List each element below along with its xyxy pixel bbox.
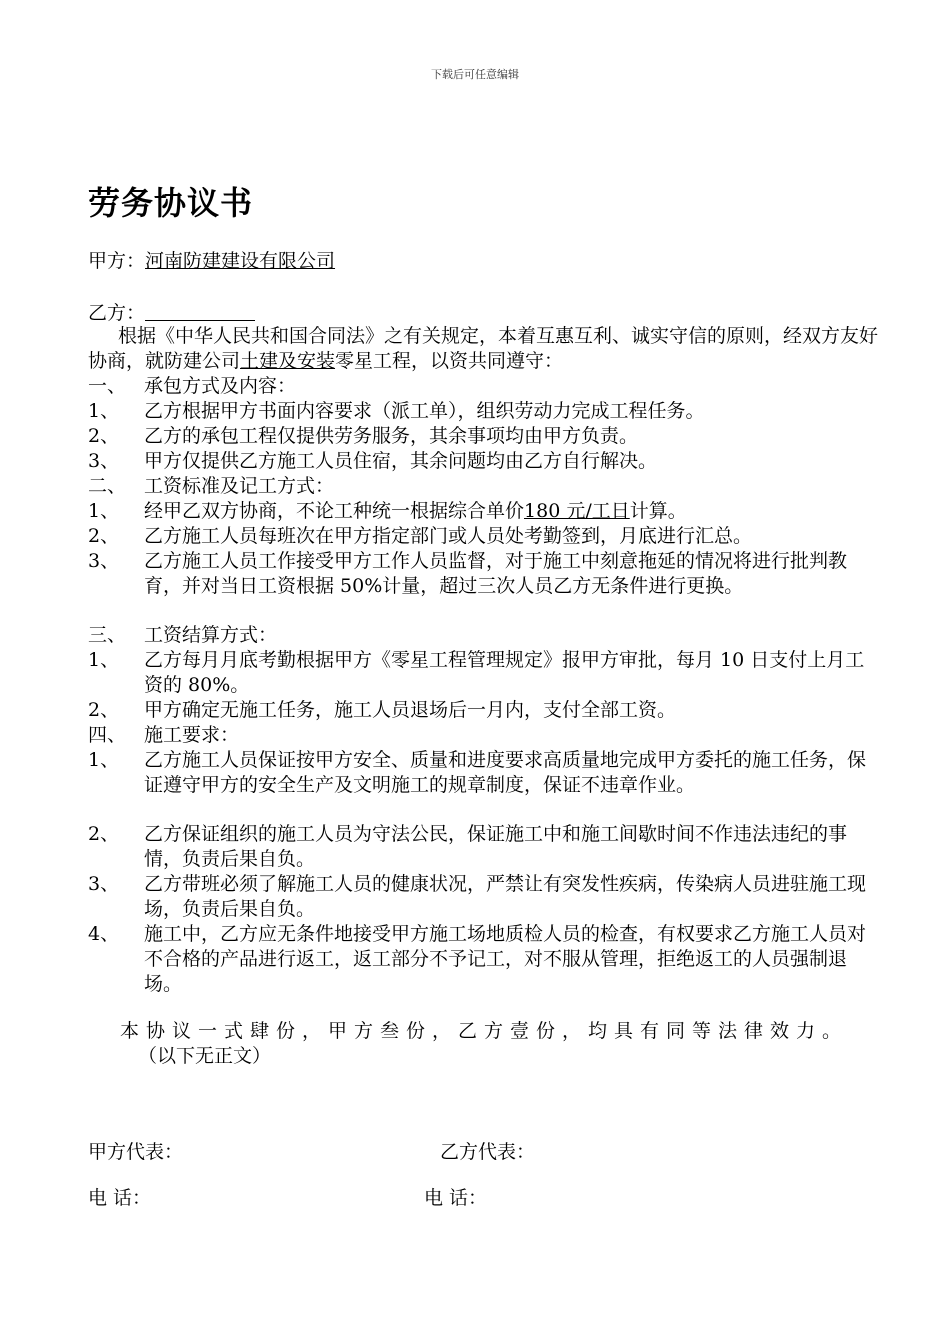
s2-item-1-pre: 经甲乙双方协商，不论工种统一根据综合单价: [144, 500, 525, 522]
s1-item-3-text: 甲方仅提供乙方施工人员住宿，其余问题均由乙方自行解决。: [144, 450, 658, 472]
section-3-num: 三、: [88, 624, 127, 646]
party-a-line: [88, 249, 335, 274]
section-1-title: 承包方式及内容：: [144, 375, 297, 397]
intro-text-2: 零星工程，以资共同遵守：: [335, 350, 564, 372]
s2-item-3-num: 3、: [88, 550, 120, 572]
section-4-num: 四、: [88, 724, 127, 746]
s4-item-3-num: 3、: [88, 873, 120, 895]
party-b-line: [88, 301, 255, 326]
s3-item-1-num: 1、: [88, 649, 120, 671]
s2-item-1-num: 1、: [88, 500, 120, 522]
s3-item-2-num: 2、: [88, 699, 120, 721]
s3-item-1-text: 乙方每月月底考勤根据甲方《零星工程管理规定》报甲方审批，每月 10 日支付上月工资的 80%。: [144, 649, 865, 696]
s2-item-2-text: 乙方施工人员每班次在甲方指定部门或人员处考勤签到，月底进行汇总。: [144, 525, 753, 547]
party-b-blank: [145, 302, 255, 321]
s2-item-1-text: [144, 499, 879, 524]
s2-item-3-text: 乙方施工人员工作接受甲方工作人员监督，对于施工中刻意拖延的情况将进行批判教育，并对当日工资根据 50%计量，超过三次人员乙方无条件进行更换。: [144, 550, 848, 597]
section-2-num: 二、: [88, 475, 127, 497]
s4-item-4-num: 4、: [88, 923, 120, 945]
s1-item-2-text: 乙方的承包工程仅提供劳务服务，其余事项均由甲方负责。: [144, 425, 639, 447]
header-note: 下载后可任意编辑: [431, 68, 519, 81]
unit-price: 180 元/工日: [524, 500, 630, 522]
party-a-rep-label: 甲方代表：: [88, 1141, 184, 1163]
intro-underlined: 土建及安装: [240, 350, 336, 372]
party-b-rep-label: 乙方代表：: [440, 1141, 536, 1163]
s1-item-3-num: 3、: [88, 450, 120, 472]
s1-item-1-num: 1、: [88, 400, 120, 422]
section-2-title: 工资标准及记工方式：: [144, 475, 335, 497]
section-3-title: 工资结算方式：: [144, 624, 278, 646]
document-title: 劳务协议书: [88, 184, 254, 222]
closing-note: （以下无正文）: [138, 1045, 272, 1067]
s4-item-1-text: 乙方施工人员保证按甲方安全、质量和进度要求高质量地完成甲方委托的施工任务，保证遵守甲方的安全生产及文明施工的规章制度，保证不违章作业。: [144, 749, 867, 796]
intro-paragraph: [88, 324, 878, 374]
s1-item-1-text: 乙方根据甲方书面内容要求（派工单），组织劳动力完成工程任务。: [144, 400, 705, 422]
section-1-num: 一、: [88, 375, 127, 397]
party-b-label: 乙方：: [88, 302, 146, 324]
s4-item-1-num: 1、: [88, 749, 120, 771]
closing-statement: 本协议一式肆份，甲方叁份，乙方壹份，均具有同等法律效力。: [120, 1020, 849, 1042]
s4-item-2-text: 乙方保证组织的施工人员为守法公民，保证施工中和施工间歇时间不作违法违纪的事情，负责后果自负。: [144, 823, 848, 870]
section-4-title: 施工要求：: [144, 724, 240, 746]
s2-item-2-num: 2、: [88, 525, 120, 547]
s4-item-4-text: 施工中，乙方应无条件地接受甲方施工场地质检人员的检查，有权要求乙方施工人员对不合格的产品进行返工，返工部分不予记工，对不服从管理，拒绝返工的人员强制退场。: [144, 923, 867, 995]
s4-item-3-text: 乙方带班必须了解施工人员的健康状况，严禁让有突发性疾病，传染病人员进驻施工现场，负责后果自负。: [144, 873, 867, 920]
s4-item-2-num: 2、: [88, 823, 120, 845]
s1-item-2-num: 2、: [88, 425, 120, 447]
s3-item-2-text: 甲方确定无施工任务，施工人员退场后一月内，支付全部工资。: [144, 699, 677, 721]
party-a-label: 甲方：: [88, 250, 146, 272]
party-a-phone-label: 电 话：: [88, 1187, 152, 1209]
s2-item-1-post: 计算。: [629, 500, 687, 522]
intro-text-1: 根据《中华人民共和国合同法》之有关规定，本着互惠互利、诚实守信的原则，经双方友好协商，就防建公司: [88, 325, 879, 372]
party-b-phone-label: 电 话：: [424, 1187, 488, 1209]
party-a-name: 河南防建建设有限公司: [145, 250, 336, 272]
